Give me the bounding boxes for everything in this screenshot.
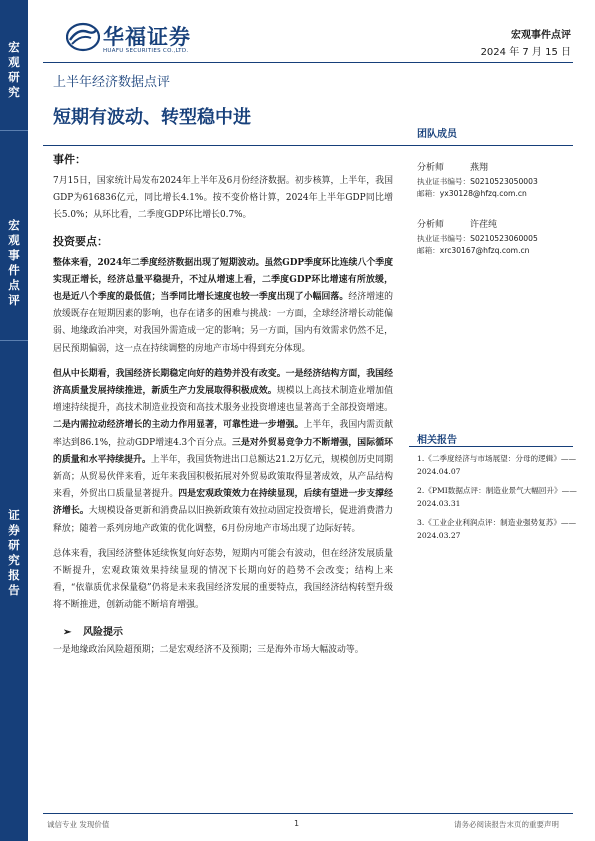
related-report-link[interactable]: 1.《二季度经济与市场展望：分母的逻辑》——2024.04.07 <box>417 454 577 476</box>
analyst-card <box>417 160 577 200</box>
team-heading: 团队成员 <box>417 129 457 140</box>
footer-disclaimer: 请务必阅读报告末页的重要声明 <box>454 820 559 829</box>
company-logo-icon <box>66 22 100 52</box>
company-name: 华福证券 <box>103 25 191 49</box>
body-text: 规模以上高技术制造业增加值增速持续提升，高技术制造业投资和高技术服务业投资增速也显著高于全部投资增速。 <box>53 386 394 414</box>
event-heading: 事件： <box>53 153 86 166</box>
title-divider-right <box>409 145 573 146</box>
analyst-role: 分析师 <box>417 220 445 230</box>
event-paragraph: 7月15日，国家统计局发布2024年上半年及6月份经济数据。初步核算，上半年，我国GDP为616836亿元，同比增长4.1%。按不变价格计算，2024年上半年GDP同比增长5.0%；从环比看，二季度GDP环比增长0.7%。 <box>53 176 393 221</box>
sidebar-label-event-review: 宏观事件点评 <box>8 218 20 307</box>
emphasis-text: 三是对外贸易竞争力不断增强，国际循环的质量和水平持续提升。 <box>53 437 394 465</box>
analyst-email[interactable]: xrc30167@hfzq.com.cn <box>439 246 530 255</box>
sidebar-divider <box>0 130 28 131</box>
sidebar-strip <box>0 0 28 841</box>
analyst-email[interactable]: yx30128@hfzq.com.cn <box>439 189 527 198</box>
cert-label: 执业证书编号： <box>417 234 471 243</box>
emphasis-text: 四是宏观政策效力在持续显现，后续有望进一步支撑经济增长。 <box>53 489 394 517</box>
company-name-en: HUAFU SECURITIES CO.,LTD. <box>103 48 189 54</box>
cert-number: S0210523060005 <box>470 234 538 243</box>
key-point-paragraph-1 <box>53 255 393 358</box>
header-divider <box>43 62 573 63</box>
body-text: 经济增速的放缓既存在短期因素的影响，也存在诸多的困难与挑战：一方面，全球经济增长动能偏弱、地缘政治冲突，对我国外需造成一定的影响；另一方面，国内有效需求仍然不足，居民预期偏弱，这一点在持续调整的房地产市场中得到充分体现。 <box>53 292 394 354</box>
related-reports-list <box>417 452 577 548</box>
cert-number: S0210523050003 <box>470 177 538 186</box>
cert-label: 执业证书编号： <box>417 177 471 186</box>
report-type: 宏观事件点评 <box>511 30 571 41</box>
related-report-link[interactable]: 3.《工业企业利润点评：制造业强势复苏》——2024.03.27 <box>417 518 577 540</box>
sidebar-label-securities-report: 证券研究报告 <box>8 508 20 597</box>
related-divider <box>409 446 573 447</box>
email-label: 邮箱： <box>417 189 440 198</box>
title-divider <box>43 145 409 146</box>
analyst-role: 分析师 <box>417 163 445 173</box>
emphasis-text: 整体来看，2024年二季度经济数据出现了短期波动。虽然GDP季度环比连续八个季度实现正增长，经济总量平稳提升，不过从增速上看，二季度GDP环比增速有所放缓，也是近八个季度的最低值；当季同比增长速度也较一季度出现了小幅回落。 <box>53 257 393 303</box>
related-reports-heading: 相关报告 <box>417 435 457 446</box>
analyst-name: 许荏纯 <box>470 220 498 230</box>
risk-heading <box>63 623 393 638</box>
emphasis-text: 二是内需拉动经济增长的主动力作用显著，可靠性进一步增强。 <box>53 420 304 431</box>
body-text: 上半年，我国内需贡献率达到86.1%，拉动GDP增速4.3个百分点。 <box>53 420 393 448</box>
series-title: 上半年经济数据点评 <box>53 75 171 90</box>
analyst-card <box>417 217 577 257</box>
risk-paragraph: 一是地缘政治风险超预期；二是宏观经济不及预期；三是海外市场大幅波动等。 <box>53 644 364 655</box>
footer-slogan: 诚信专业 发现价值 <box>47 820 110 829</box>
main-body <box>53 151 393 667</box>
sidebar-label-macro-research: 宏观研究 <box>8 40 20 99</box>
key-point-paragraph-3: 总体来看，我国经济整体延续恢复向好态势，短期内可能会有波动，但在经济发展质量不断提升，宏观政策效果持续显现的情况下长期向好的趋势不会改变；结构上来看，“依靠质优求保量稳”仍将是未来我国经济发展的重要特点，我国经济结构转型升级将不断推进，创新动能不断培育增强。 <box>53 548 393 611</box>
sidebar-divider <box>0 340 28 341</box>
footer-divider <box>43 813 573 814</box>
email-label: 邮箱： <box>417 246 440 255</box>
key-points-heading: 投资要点： <box>53 234 108 248</box>
body-text: 上半年，我国货物进出口总额达21.2万亿元，规模创历史同期新高；从贸易伙伴来看，近年来我国积极拓展对外贸易政策取得显著成效，从产品结构来看，外贸出口质量显著提升。 <box>53 454 394 500</box>
report-date: 2024 年 7 月 15 日 <box>480 47 571 58</box>
page-title: 短期有波动、转型稳中进 <box>53 107 251 128</box>
arrow-bullet-icon: ➢ <box>63 626 72 638</box>
key-point-paragraph-2 <box>53 366 393 538</box>
page-number: 1 <box>294 819 300 828</box>
related-report-link[interactable]: 2.《PMI数据点评：制造业景气大幅回升》——2024.03.31 <box>417 486 577 508</box>
emphasis-text: 但从中长期看，我国经济长期稳定向好的趋势并没有改变。一是经济结构方面，我国经济高质量发展持续推进，新质生产力发展取得积极成效。 <box>53 368 393 397</box>
risk-heading-label: 风险提示 <box>83 626 123 638</box>
analyst-name: 燕翔 <box>470 163 489 173</box>
body-text: 大规模设备更新和消费品以旧换新政策有效拉动固定投资增长，促进消费潜力释放；随着一系列房地产政策的优化调整，6月份房地产市场出现了边际好转。 <box>53 506 393 534</box>
